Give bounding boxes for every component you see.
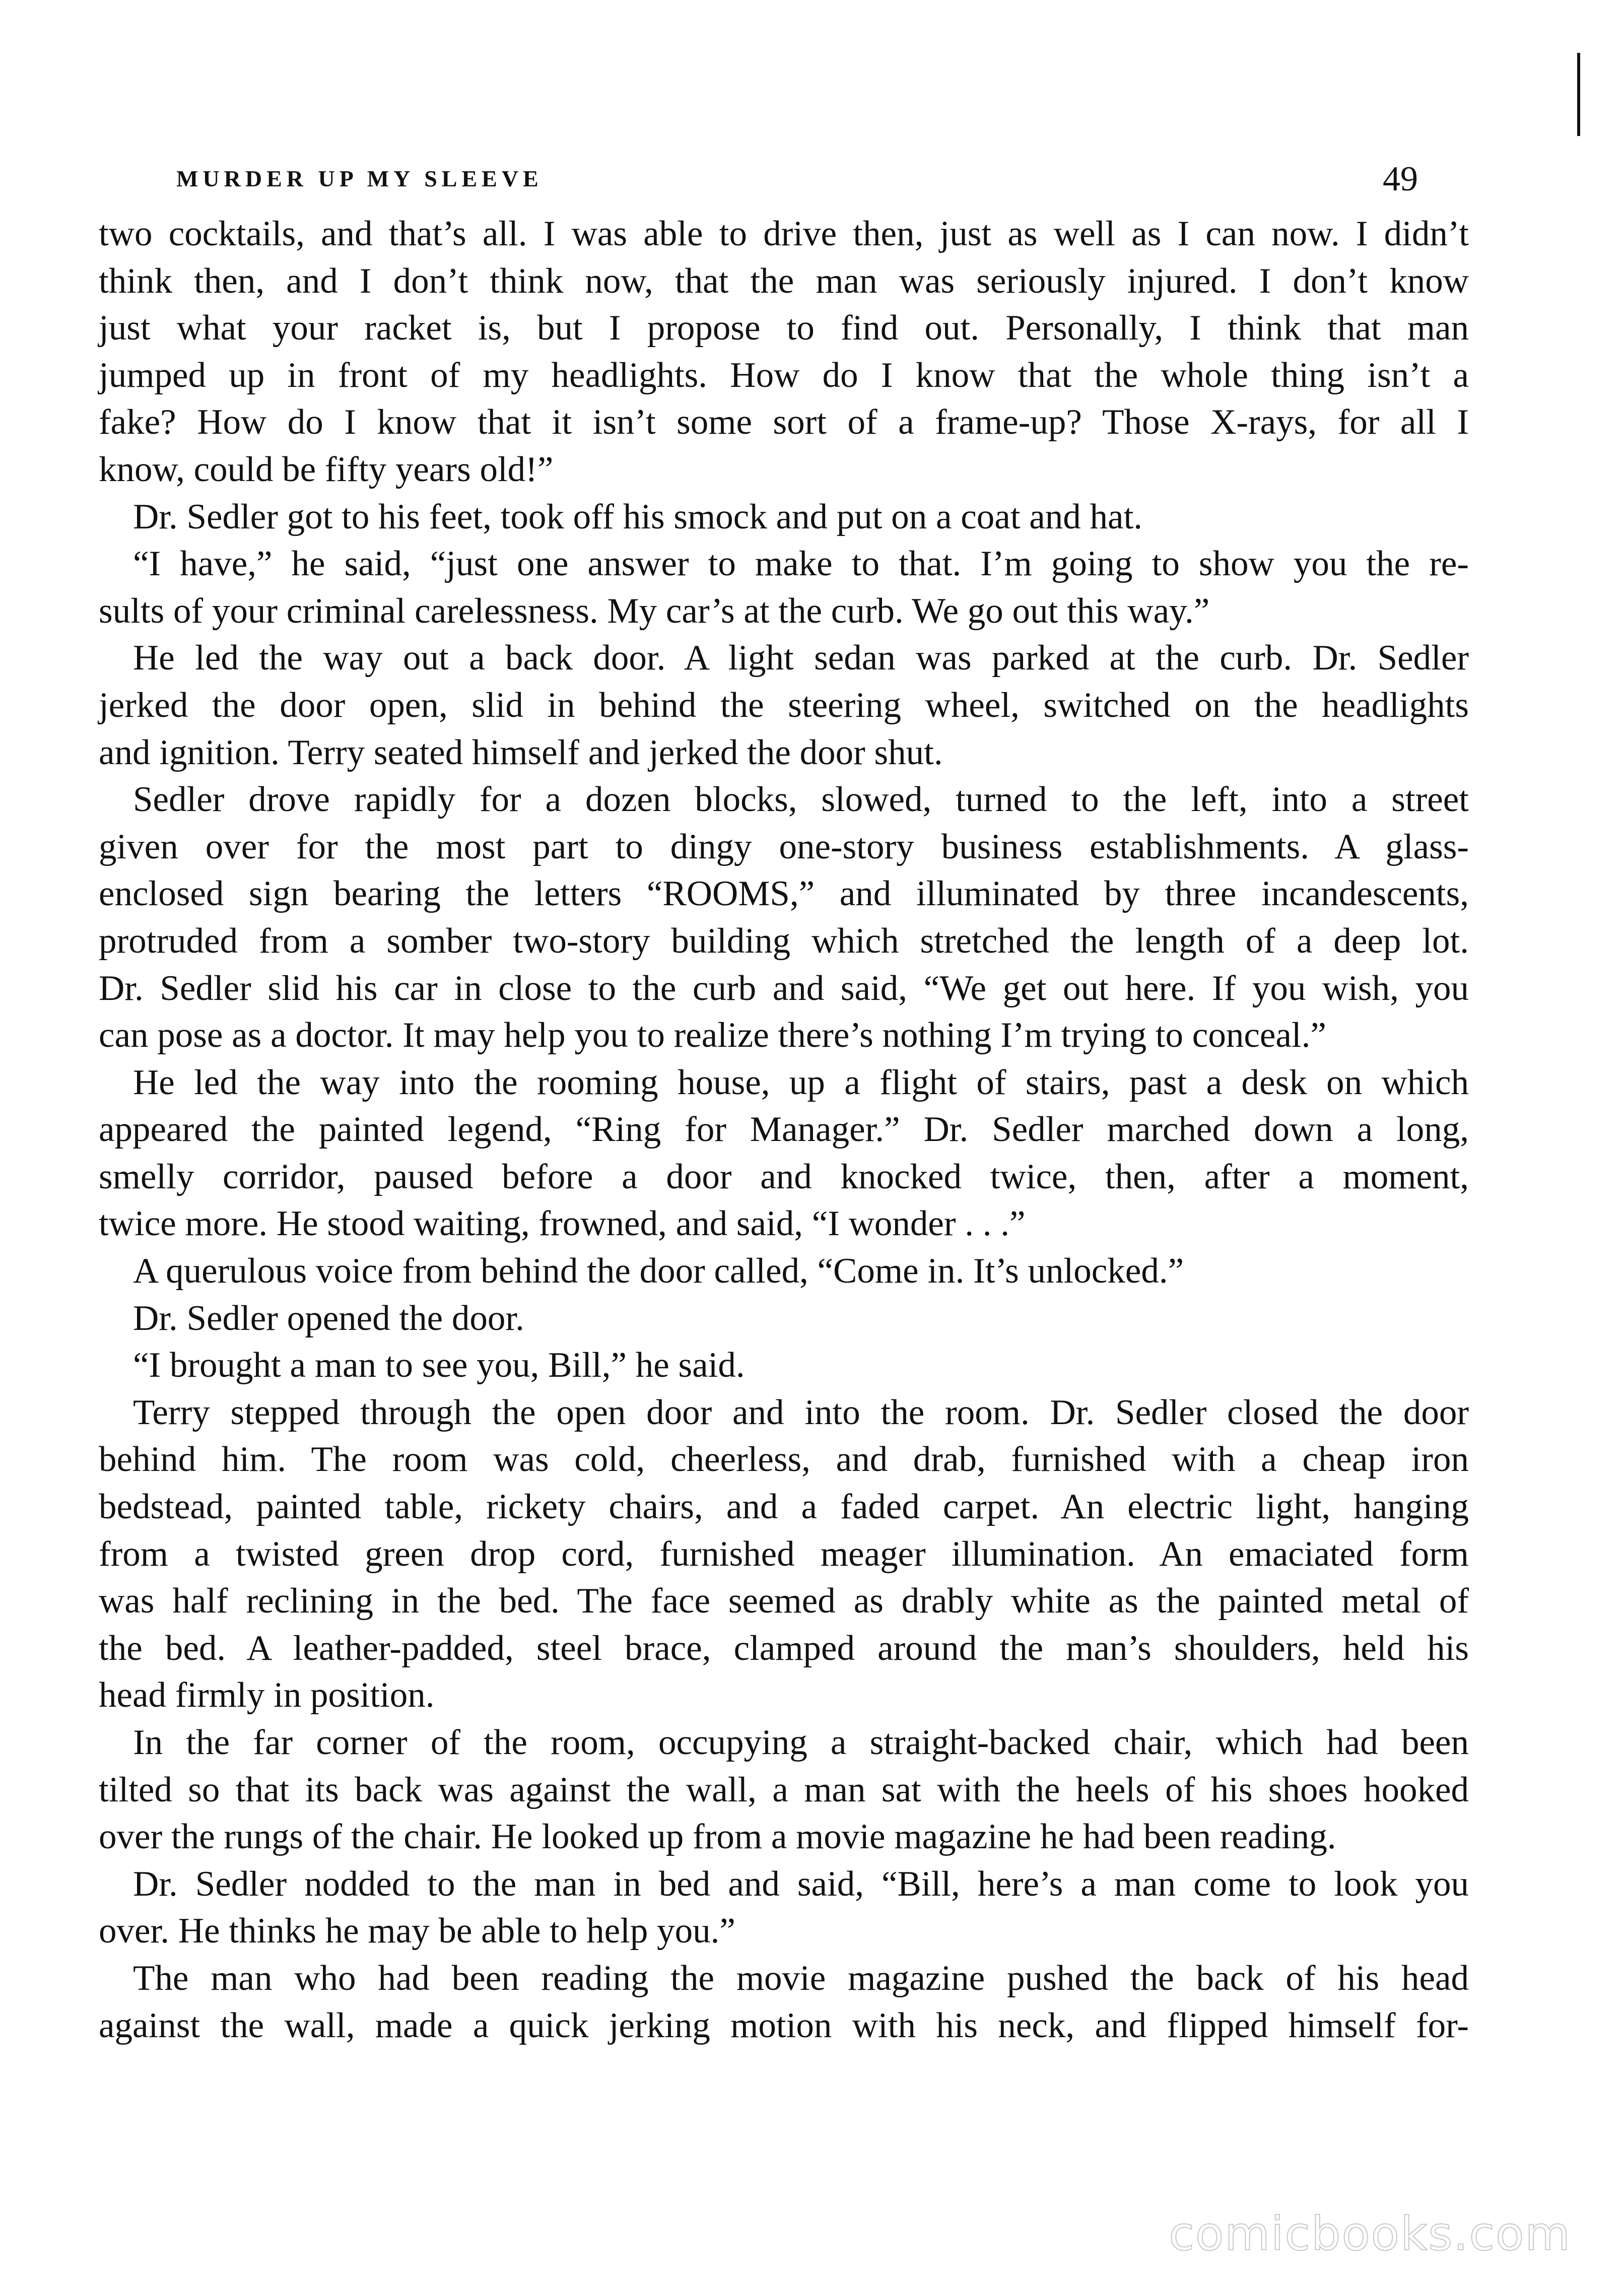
text-line: Dr. Sedler nodded to the man in bed and said, “Bill, here’s a man come to look you — [133, 1864, 1469, 1904]
text-line: Dr. Sedler slid his car in close to the curb and said, “We get out here. If you wish, you — [99, 968, 1469, 1008]
text-line: Dr. Sedler got to his feet, took off his smock and put on a coat and hat. — [133, 497, 1143, 536]
text-line: and ignition. Terry seated himself and jerked the door shut. — [99, 732, 943, 772]
text-line: appeared the painted legend, “Ring for Manager.” Dr. Sedler marched down a long, — [99, 1110, 1469, 1150]
text-line: the bed. A leather-padded, steel brace, clamped around the man’s shoulders, held his — [99, 1628, 1469, 1668]
text-line: fake? How do I know that it isn’t some sort of a frame-up? Those X-rays, for all I — [99, 402, 1469, 442]
text-line: jumped up in front of my headlights. How do I know that the whole thing isn’t a — [99, 355, 1469, 395]
text-line: enclosed sign bearing the letters “ROOMS,” and illuminated by three incandescents, — [99, 874, 1469, 914]
text-line: In the far corner of the room, occupying a straight-backed chair, which had been — [133, 1723, 1469, 1762]
text-line: given over for the most part to dingy one-story business establishments. A glass- — [99, 827, 1469, 866]
text-line: twice more. He stood waiting, frowned, and said, “I wonder . . .” — [99, 1204, 1026, 1244]
text-line: Dr. Sedler opened the door. — [133, 1298, 524, 1338]
text-line: Terry stepped through the open door and into the room. Dr. Sedler closed the door — [133, 1392, 1469, 1432]
text-line: can pose as a doctor. It may help you to realize there’s nothing I’m trying to conceal.” — [99, 1016, 1326, 1055]
text-line: smelly corridor, paused before a door and knocked twice, then, after a moment, — [99, 1157, 1469, 1196]
text-line: just what your racket is, but I propose to find out. Personally, I think that man — [99, 308, 1469, 348]
text-line: “I brought a man to see you, Bill,” he said. — [133, 1346, 745, 1385]
body-text — [99, 211, 1469, 2049]
text-line: “I have,” he said, “just one answer to make to that. I’m going to show you the re- — [133, 544, 1469, 584]
text-line: He led the way into the rooming house, up a flight of stairs, past a desk on which — [133, 1062, 1469, 1102]
text-line: behind him. The room was cold, cheerless, and drab, furnished with a cheap iron — [99, 1440, 1469, 1480]
running-title: MURDER UP MY SLEEVE — [176, 166, 543, 191]
text-line: against the wall, made a quick jerking motion with his neck, and flipped himself for- — [99, 2005, 1469, 2045]
text-line: Sedler drove rapidly for a dozen blocks, slowed, turned to the left, into a street — [133, 780, 1469, 820]
page-edge-mark — [1577, 53, 1580, 136]
text-line: know, could be fifty years old!” — [99, 449, 554, 489]
text-line: head firmly in position. — [99, 1675, 435, 1715]
watermark: comicbooks.com — [1169, 2207, 1571, 2261]
text-line: from a twisted green drop cord, furnished meager illumination. An emaciated form — [99, 1534, 1469, 1574]
text-line: two cocktails, and that’s all. I was able to drive then, just as well as I can now. I didn’t — [99, 214, 1469, 253]
text-line: over. He thinks he may be able to help you.” — [99, 1911, 735, 1951]
text-line: jerked the door open, slid in behind the steering wheel, switched on the headlights — [99, 685, 1469, 725]
page-number: 49 — [1383, 160, 1418, 198]
text-line: bedstead, painted table, rickety chairs, and a faded carpet. An electric light, hanging — [99, 1487, 1469, 1527]
text-line: sults of your criminal carelessness. My car’s at the curb. We go out this way.” — [99, 591, 1210, 631]
text-line: He led the way out a back door. A light sedan was parked at the curb. Dr. Sedler — [133, 638, 1469, 678]
text-line: over the rungs of the chair. He looked up from a movie magazine he had been reading. — [99, 1817, 1336, 1857]
text-line: think then, and I don’t think now, that the man was seriously injured. I don’t know — [99, 261, 1469, 301]
text-line: protruded from a somber two-story building which stretched the length of a deep lot. — [99, 921, 1469, 961]
text-line: A querulous voice from behind the door called, “Come in. It’s unlocked.” — [133, 1251, 1184, 1291]
text-line: was half reclining in the bed. The face seemed as drably white as the painted metal of — [99, 1581, 1469, 1621]
text-line: tilted so that its back was against the wall, a man sat with the heels of his shoes hooked — [99, 1770, 1469, 1809]
text-line: The man who had been reading the movie magazine pushed the back of his head — [133, 1958, 1469, 1998]
